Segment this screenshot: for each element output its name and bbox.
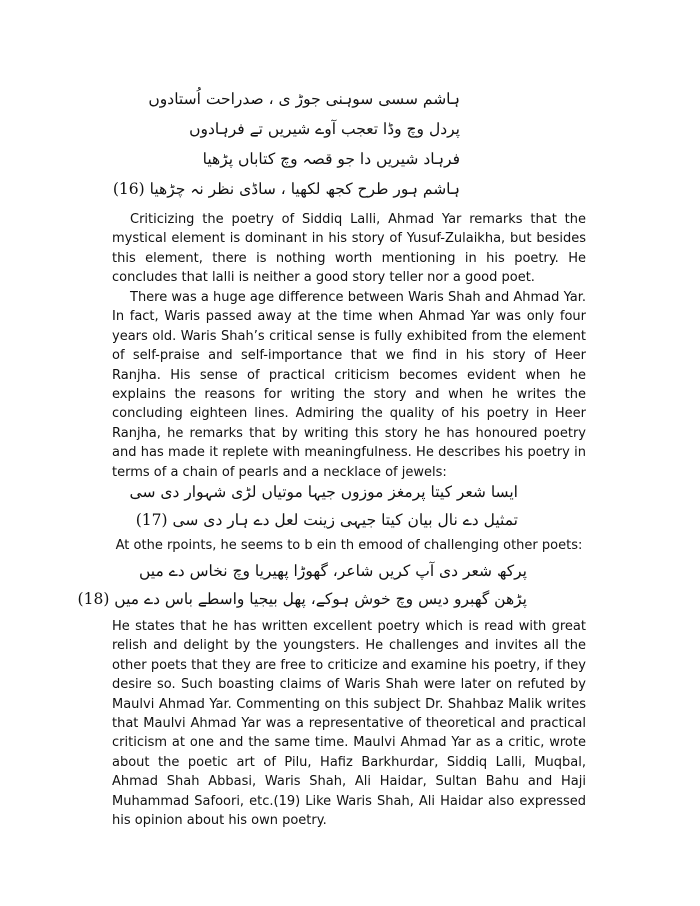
verse-line: پڑھن گھبرو دیس وچ خوش ہوکے، پھل بیجیا واسطے باس دے میں (18) [77,590,527,608]
paragraph-waris-shah [112,288,586,482]
verse-line: ایسا شعر کیتا پرمغز موزوں جیہا موتیاں لڑی شہوار دی سی [129,483,518,501]
verse-block-16 [112,84,460,204]
verse-line: فرہاد شیریں دا جو قصہ وچ کتاباں پڑھیا [202,150,460,168]
paragraph-lalli-criticism [112,210,586,288]
paragraph-challenge-intro [112,536,586,555]
verse-block-18 [77,557,527,613]
verse-block-17 [129,478,518,534]
verse-line: تمثیل دے نال بیان کیتا جیہی زینت لعل دے ہار دی سی (17) [135,511,518,529]
verse-line: ہاشم ہور طرح کجھ لکھیا ، ساڈی نظر نہ چڑھیا (16) [112,180,460,198]
paragraph-maulvi-ahmad-yar [112,617,586,830]
paragraph-text: Criticizing the poetry of Siddiq Lalli, Ahmad Yar remarks that the mystical element is dominant in his story of Yusuf-Zulaikha, but besides this element, there is nothing worth mentioning in his poetry. He concludes that lalli is neither a good story teller nor a good poet. [112,212,586,286]
paragraph-text: He states that he has written excellent poetry which is read with great relish and delight by the youngsters. He challenges and invites all the other poets that they are free to criticize and examine his poetry, if they desire so. Such boasting claims of Waris Shah were later on refuted by Maulvi Ahmad Yar. Commenting on this subject Dr. Shahbaz Malik writes that Maulvi Ahmad Yar was a representative of theoretical and practical criticism at one and the same time. Maulvi Ahmad Yar as a critic, wrote about the poetic art of Pilu, Hafiz Barkhurdar, Siddiq Lalli, Muqbal, Ahmad Shah Abbasi, Waris Shah, Ali Haidar, Sultan Bahu and Haji Muhammad Safoori, etc.(19) Like Waris Shah, Ali Haidar also expressed his opinion about his own poetry. [112,619,586,829]
paragraph-text: At othe rpoints, he seems to b ein th emood of challenging other poets: [115,538,583,553]
verse-line: ہاشم سسی سوہنی جوڑ ی ، صدراحت اُستادوں [148,90,460,108]
paragraph-text: There was a huge age difference between Waris Shah and Ahmad Yar. In fact, Waris passed away at the time when Ahmad Yar was only four years old. Waris Shah’s critical sense is fully exhibited from the element of self-praise and self-importance that we find in his story of Heer Ranjha. His sense of practical criticism becomes evident when he explains the reasons for writing the story and when he writes the concluding eighteen lines. Admiring the quality of his poetry in Heer Ranjha, he remarks that by writing this story he has honoured poetry and has made it replete with meaningfulness. He describes his poetry in terms of a chain of pearls and a necklace of jewels: [112,290,586,480]
verse-line: پرکھ شعر دی آپ کریں شاعر، گھوڑا پھیریا وچ نخاس دے میں [138,562,527,580]
verse-line: پردل وچ وڈا تعجب آوے شیریں تے فرہادوں [189,120,460,138]
